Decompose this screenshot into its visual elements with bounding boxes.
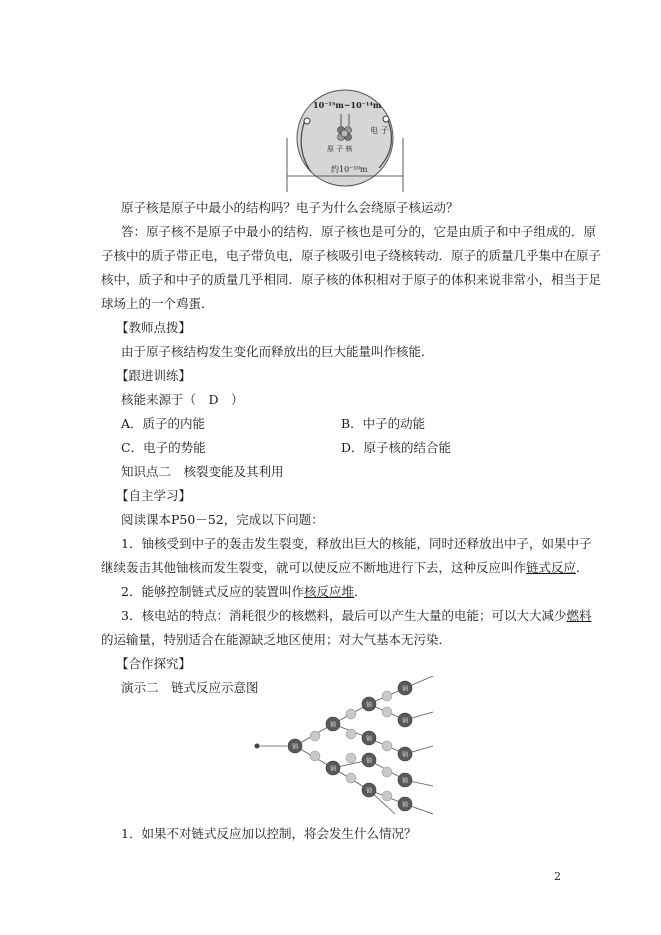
option-a: A．质子的内能	[121, 416, 206, 431]
answer-line-4: 球场上的一个鸡蛋．	[101, 296, 214, 311]
chain-links	[257, 676, 433, 814]
answer-line-3: 核中，质子和中子的质量几乎相同．原子核的体积相对于原子的体积来说非常小，相当于足	[101, 272, 602, 287]
fission-fragment	[310, 751, 320, 761]
uranium-label: 铀	[401, 685, 409, 693]
final-question: 1．如果不对链式反应加以控制，将会发生什么情况？	[121, 826, 417, 841]
fission-fragment	[382, 741, 392, 751]
item1-line-1: 1．铀核受到中子的轰击发生裂变，释放出巨大的核能，同时还释放出中子，如果中子	[121, 536, 592, 551]
nucleus	[338, 127, 352, 141]
teacher-text: 由于原子核结构发生变化而释放出的巨大能量叫作核能．	[121, 344, 434, 359]
fission-fragment	[382, 791, 392, 801]
uranium-label: 铀	[365, 757, 373, 765]
demo-title: 演示二 链式反应示意图	[121, 680, 259, 695]
electron-dot	[304, 118, 310, 124]
question-text: 原子核是原子中最小的结构吗？电子为什么会绕原子核运动？	[121, 200, 459, 215]
uranium-label: 铀	[401, 801, 409, 809]
uranium-label: 铀	[401, 751, 409, 759]
option-d: D．原子核的结合能	[341, 440, 452, 455]
electron-label: 电 子	[370, 126, 389, 135]
fission-fragment	[346, 709, 356, 719]
fission-fragment	[346, 729, 356, 739]
answer-line-2: 子核中的质子带正电，电子带负电，原子核吸引电子绕核转动．原子的质量几乎集中在原子	[101, 248, 602, 263]
chain-reaction-diagram	[245, 676, 440, 816]
item2-answer: 核反应堆	[303, 584, 354, 599]
answer-line-1: 答：原子核不是原子中最小的结构．原子核也是可分的，它是由质子和中子组成的．原	[121, 224, 597, 239]
fission-fragment	[382, 767, 392, 777]
uranium-label: 铀	[401, 777, 409, 785]
fission-fragment	[346, 773, 356, 783]
uranium-label: 铀	[329, 765, 337, 773]
item2-prefix: 2．能够控制链式反应的装置叫作	[121, 584, 304, 599]
option-c: C．电子的势能	[121, 440, 206, 455]
item1-line2-suffix: ．	[576, 560, 589, 575]
item1-line2-prefix: 继续轰击其他铀核而发生裂变，就可以使反应不断地进行下去，这种反应叫作	[101, 560, 527, 575]
practice-question: 核能来源于（ D ）	[121, 392, 244, 407]
self-study-heading: 【自主学习】	[116, 488, 192, 503]
item2	[121, 584, 367, 600]
uranium-label: 铀	[365, 701, 373, 709]
nucleus-size-label: 10⁻¹⁵m~10⁻¹⁴m	[313, 100, 382, 110]
atom-size-label: 约10⁻¹⁰m	[331, 165, 368, 174]
item1-line-2	[101, 560, 589, 576]
item2-suffix: ．	[353, 584, 367, 599]
item3-line-2: 的运输量，特别适合在能源缺乏地区使用；对大气基本无污染．	[101, 632, 452, 647]
page-number: 2	[554, 870, 561, 883]
uranium-label: 铀	[329, 721, 337, 729]
fission-fragment	[346, 753, 356, 763]
uranium-label: 铀	[401, 717, 409, 725]
uranium-label: 铀	[365, 787, 373, 795]
item3-answer: 燃料	[566, 608, 592, 623]
electron-dot	[383, 116, 389, 122]
fission-fragment	[310, 731, 320, 741]
option-b: B．中子的动能	[341, 416, 426, 431]
atom-structure-figure	[283, 88, 413, 196]
fission-fragment	[382, 691, 392, 701]
cooperate-heading: 【合作探究】	[116, 656, 192, 671]
item3-line1-prefix: 3．核电站的特点：消耗很少的核燃料，最后可以产生大量的电能；可以大大减少	[121, 608, 567, 623]
teacher-heading: 【教师点拨】	[116, 320, 192, 335]
uranium-label: 铀	[291, 743, 299, 751]
nucleus-label: 原 子 核	[327, 145, 353, 153]
item3-line-1	[121, 608, 591, 624]
section-title: 知识点二 核裂变能及其利用	[121, 464, 284, 479]
incoming-neutron	[255, 744, 260, 749]
practice-heading: 【跟进训练】	[116, 368, 192, 383]
reading-instruction: 阅读课本P50－52，完成以下问题：	[121, 512, 324, 527]
item1-answer: 链式反应	[526, 560, 577, 575]
fission-fragment	[382, 707, 392, 717]
uranium-label: 铀	[365, 735, 373, 743]
